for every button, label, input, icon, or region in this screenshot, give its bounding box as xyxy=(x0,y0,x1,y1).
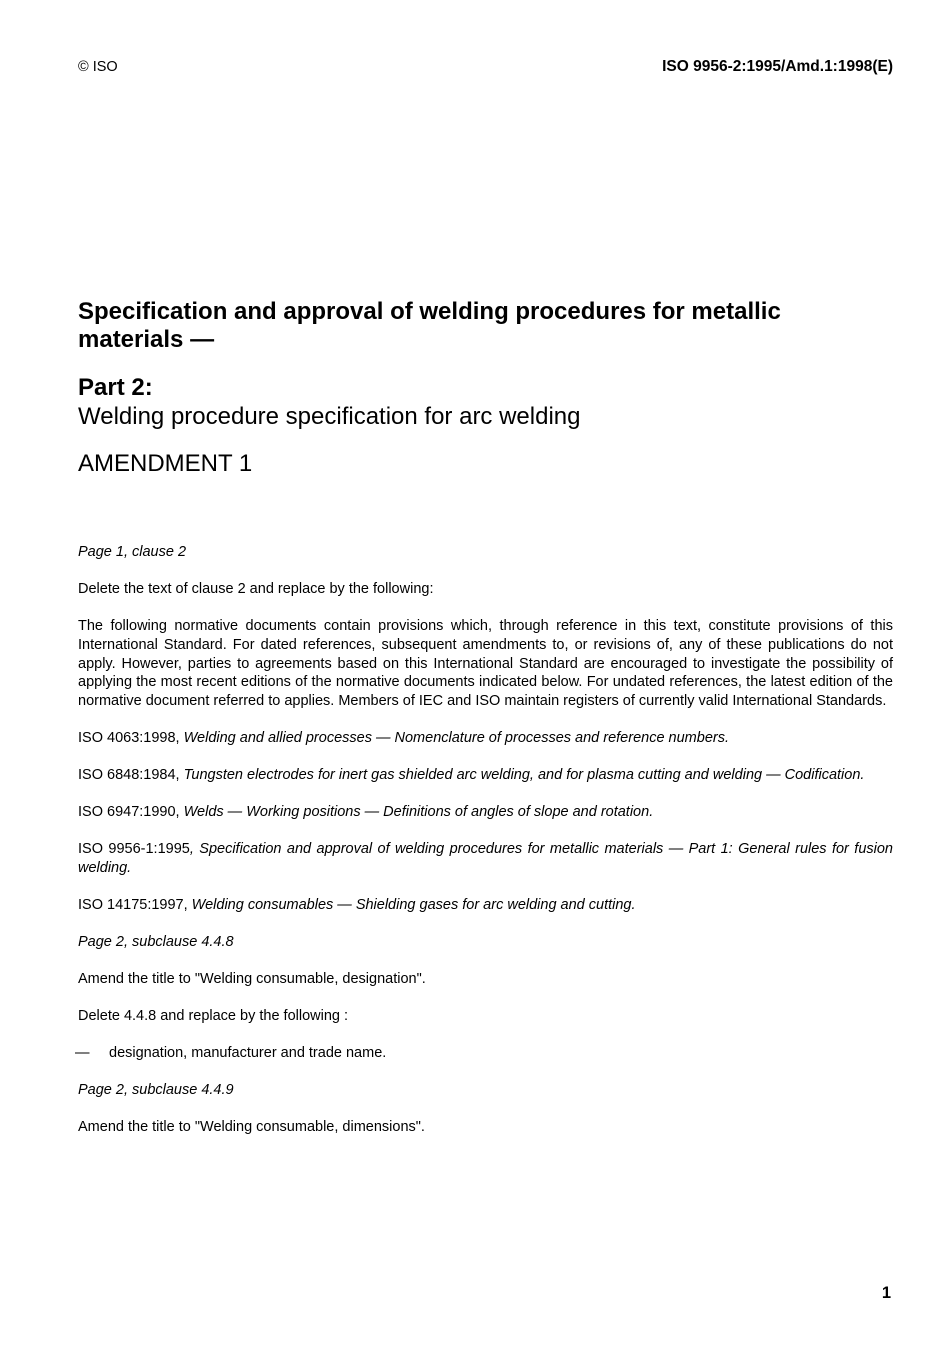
main-title: Specification and approval of welding procedures for metallic materials — xyxy=(78,298,781,353)
reference-title: Welding consumables — Shielding gases for arc welding and cutting. xyxy=(191,896,636,913)
part-subtitle: Welding procedure specification for arc welding xyxy=(78,403,581,430)
document-id: ISO 9956-2:1995/Amd.1:1998(E) xyxy=(662,58,893,75)
reference-title: Welds — Working positions — Definitions of angles of slope and rotation. xyxy=(183,804,654,821)
instruction-text: Amend the title to "Welding consumable, designation". xyxy=(78,970,426,987)
copyright-label: © ISO xyxy=(78,59,118,75)
title-block xyxy=(78,298,878,479)
section-heading-4-4-9: Page 2, subclause 4.4.9 xyxy=(78,1081,234,1098)
section-heading-4-4-8: Page 2, subclause 4.4.8 xyxy=(78,933,234,950)
reference-code: ISO 9956-1:1995 xyxy=(78,841,190,858)
page-number: 1 xyxy=(881,1284,891,1302)
reference-title: Welding and allied processes — Nomenclature of processes and reference numbers. xyxy=(183,730,729,747)
instruction-text: Delete 4.4.8 and replace by the following : xyxy=(78,1007,349,1024)
reference-item xyxy=(78,766,893,785)
normative-references-paragraph: The following normative documents contain provisions which, through reference in this text, constitute provisions of this International Standard. For dated references, subsequent amendments to, or revisions of, any of these publications do not apply. However, parties to agreements based on this International Standard are encouraged to investigate the possibility of applying the most recent editions of the normative documents indicated below. For undated references, the latest edition of the normative document referred to applies. Members of IEC and ISO maintain registers of currently valid International Standards. xyxy=(78,617,893,710)
amendment-label: AMENDMENT 1 xyxy=(78,450,253,477)
document-body xyxy=(75,543,893,1155)
instruction-text: Delete the text of clause 2 and replace by the following: xyxy=(78,580,434,597)
reference-item xyxy=(78,729,893,748)
instruction-text: Amend the title to "Welding consumable, dimensions". xyxy=(78,1118,425,1135)
reference-item xyxy=(78,803,893,822)
reference-code: ISO 6947:1990, xyxy=(78,804,184,821)
list-item xyxy=(75,1044,893,1063)
section-heading-clause-2: Page 1, clause 2 xyxy=(78,544,187,560)
reference-code: ISO 14175:1997, xyxy=(78,896,192,913)
reference-code: ISO 6848:1984, xyxy=(78,767,184,784)
reference-title: , Specification and approval of welding procedures for metallic materials — Part 1: General rules for fusion welding. xyxy=(78,841,893,876)
reference-item xyxy=(78,896,893,915)
reference-title: Tungsten electrodes for inert gas shielded arc welding, and for plasma cutting and welding — Codification. xyxy=(183,767,865,784)
dash-bullet: — xyxy=(75,1044,90,1061)
part-label: Part 2: xyxy=(78,374,153,401)
reference-code: ISO 4063:1998, xyxy=(78,730,184,747)
reference-item xyxy=(78,840,893,878)
list-item-text: designation, manufacturer and trade name. xyxy=(109,1044,387,1061)
